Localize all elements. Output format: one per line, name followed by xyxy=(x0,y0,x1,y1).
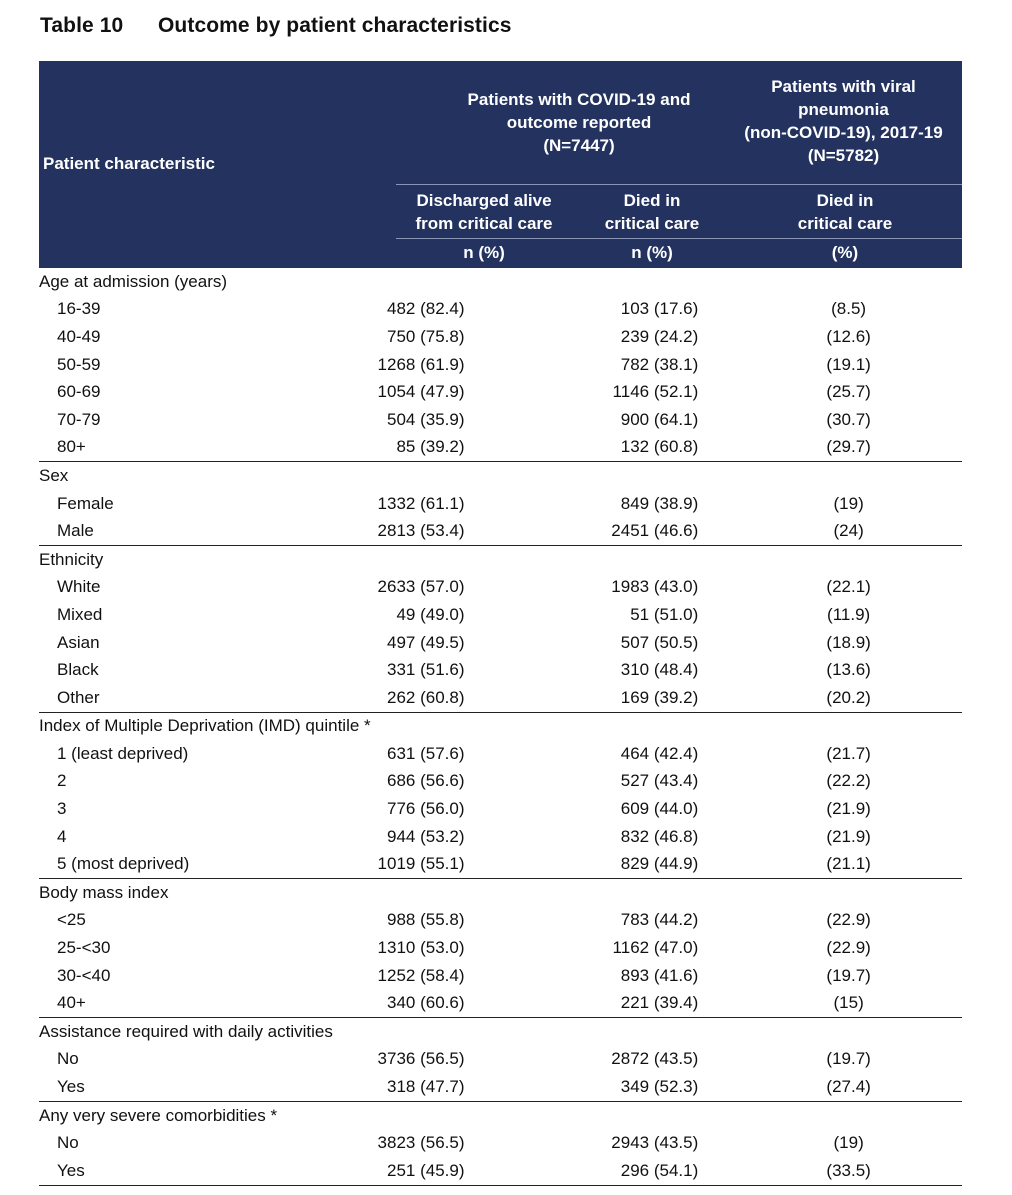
discharged-alive-cell xyxy=(270,934,501,962)
discharged-alive-cell xyxy=(270,989,501,1017)
died-viral-cell xyxy=(731,934,962,962)
died-viral-cell xyxy=(731,823,962,851)
row-label: 50-59 xyxy=(57,354,101,374)
died-viral-cell xyxy=(731,684,962,712)
died-covid-cell-value: 221 (39.4) xyxy=(620,993,699,1013)
died-covid-cell-value: 51 (51.0) xyxy=(630,604,699,624)
discharged-alive-cell xyxy=(270,296,501,324)
discharged-alive-cell-value: 482 (82.4) xyxy=(387,299,465,319)
discharged-alive-cell xyxy=(270,629,501,657)
row-label: 40-49 xyxy=(57,326,101,346)
died-viral-cell xyxy=(731,768,962,796)
table-row xyxy=(39,962,962,990)
died-viral-cell xyxy=(731,490,962,518)
discharged-alive-cell xyxy=(270,601,501,629)
table-row xyxy=(39,323,962,351)
discharged-alive-cell-value: 3736 (56.5) xyxy=(377,1049,465,1069)
discharged-alive-cell-value: 262 (60.8) xyxy=(387,687,465,707)
group-header-row xyxy=(39,268,962,296)
row-label: 1 (least deprived) xyxy=(57,743,189,763)
row-label: 60-69 xyxy=(57,382,101,402)
died-viral-cell-value: (25.7) xyxy=(826,382,871,402)
died-covid-cell xyxy=(501,1073,732,1101)
discharged-alive-cell xyxy=(270,490,501,518)
discharged-alive-cell-value: 85 (39.2) xyxy=(396,437,465,457)
row-label: 3 xyxy=(57,799,67,819)
group-label: Sex xyxy=(39,465,69,485)
died-viral-cell-value: (21.7) xyxy=(826,743,871,763)
group-header-row xyxy=(39,545,962,573)
row-label: Other xyxy=(39,684,270,712)
died-covid-cell xyxy=(501,434,732,462)
died-viral-cell xyxy=(731,656,962,684)
died-covid-cell xyxy=(501,323,732,351)
died-viral-cell xyxy=(731,323,962,351)
table-row xyxy=(39,351,962,379)
died-viral-cell xyxy=(731,434,962,462)
discharged-alive-cell xyxy=(270,574,501,602)
discharged-alive-cell-value: 686 (56.6) xyxy=(387,771,465,791)
group-header-row xyxy=(39,1101,962,1129)
header-unit-2: n (%) xyxy=(631,243,673,262)
died-covid-cell-value: 103 (17.6) xyxy=(620,299,699,319)
discharged-alive-cell xyxy=(270,656,501,684)
discharged-alive-cell-value: 631 (57.6) xyxy=(387,743,465,763)
header-covid-group: Patients with COVID-19 and outcome reported (N=7447) xyxy=(467,90,691,155)
died-viral-cell-value: (19) xyxy=(833,1133,864,1153)
died-covid-cell xyxy=(501,1046,732,1074)
died-covid-cell-value: 832 (46.8) xyxy=(620,826,699,846)
died-covid-cell xyxy=(501,740,732,768)
discharged-alive-cell xyxy=(270,907,501,935)
discharged-alive-cell xyxy=(270,1129,501,1157)
died-viral-cell-value: (30.7) xyxy=(826,409,871,429)
died-covid-cell-value: 1162 (47.0) xyxy=(612,938,699,958)
discharged-alive-cell-value: 750 (75.8) xyxy=(387,326,465,346)
header-col-died-covid: Died in critical care xyxy=(604,191,700,233)
table-row xyxy=(39,574,962,602)
row-label: Yes xyxy=(39,1157,270,1185)
died-viral-cell-value: (33.5) xyxy=(826,1160,871,1180)
died-viral-cell-value: (19) xyxy=(833,493,864,513)
died-covid-cell-value: 169 (39.2) xyxy=(620,687,699,707)
discharged-alive-cell-value: 331 (51.6) xyxy=(387,660,465,680)
died-viral-cell xyxy=(731,629,962,657)
died-covid-cell xyxy=(501,907,732,935)
died-covid-cell-value: 2451 (46.6) xyxy=(611,521,699,541)
group-header-row xyxy=(39,462,962,490)
table-row xyxy=(39,740,962,768)
discharged-alive-cell xyxy=(270,517,501,545)
died-viral-cell-value: (21.1) xyxy=(826,854,871,874)
table-number: Table 10 xyxy=(40,14,124,37)
discharged-alive-cell xyxy=(270,962,501,990)
died-covid-cell xyxy=(501,406,732,434)
row-label: Asian xyxy=(57,632,100,652)
died-viral-cell-value: (19.1) xyxy=(826,354,871,374)
died-viral-cell xyxy=(731,296,962,324)
table-row xyxy=(39,823,962,851)
died-covid-cell-value: 527 (43.4) xyxy=(620,771,699,791)
discharged-alive-cell xyxy=(270,823,501,851)
died-viral-cell xyxy=(731,740,962,768)
discharged-alive-cell-value: 318 (47.7) xyxy=(387,1077,465,1097)
died-covid-cell xyxy=(501,934,732,962)
died-viral-cell xyxy=(731,574,962,602)
died-viral-cell xyxy=(731,601,962,629)
died-viral-cell xyxy=(731,1046,962,1074)
died-viral-cell-value: (29.7) xyxy=(826,437,871,457)
group-header-row xyxy=(39,879,962,907)
row-label: 16-39 xyxy=(57,299,101,319)
died-covid-cell xyxy=(501,378,732,406)
table-row xyxy=(39,850,962,878)
header-viral-group: Patients with viral pneumonia (non-COVID-19), 2017-19 (N=5782) xyxy=(744,77,943,165)
table-row xyxy=(39,768,962,796)
table-row xyxy=(39,406,962,434)
table-row xyxy=(39,795,962,823)
died-viral-cell-value: (27.4) xyxy=(826,1077,871,1097)
row-label: Male xyxy=(39,517,270,545)
died-viral-cell-value: (22.9) xyxy=(826,938,871,958)
died-viral-cell-value: (11.9) xyxy=(827,604,871,624)
died-viral-cell xyxy=(731,1129,962,1157)
table-row xyxy=(39,490,962,518)
died-viral-cell-value: (21.9) xyxy=(826,799,871,819)
row-label: 80+ xyxy=(39,434,270,462)
header-col-died-viral: Died in critical care xyxy=(797,191,893,233)
row-label: 40+ xyxy=(39,989,270,1017)
died-viral-cell xyxy=(731,406,962,434)
discharged-alive-cell xyxy=(270,850,501,878)
group-header-row xyxy=(39,712,962,740)
died-viral-cell-value: (18.9) xyxy=(826,632,871,652)
table-row xyxy=(39,1129,962,1157)
discharged-alive-cell-value: 504 (35.9) xyxy=(387,409,465,429)
died-viral-cell-value: (20.2) xyxy=(826,687,871,707)
discharged-alive-cell-value: 49 (49.0) xyxy=(396,604,465,624)
died-covid-cell-value: 2872 (43.5) xyxy=(611,1049,699,1069)
row-label: No xyxy=(57,1133,79,1153)
header-divider-units xyxy=(396,238,962,239)
died-covid-cell xyxy=(501,601,732,629)
died-covid-cell-value: 310 (48.4) xyxy=(620,660,699,680)
discharged-alive-cell-value: 1268 (61.9) xyxy=(377,354,465,374)
table-caption: Outcome by patient characteristics xyxy=(158,14,512,37)
row-label: White xyxy=(57,577,101,597)
row-label: 2 xyxy=(57,771,67,791)
died-covid-cell-value: 239 (24.2) xyxy=(620,326,699,346)
discharged-alive-cell-value: 340 (60.6) xyxy=(387,993,465,1013)
discharged-alive-cell xyxy=(270,795,501,823)
died-covid-cell-value: 132 (60.8) xyxy=(620,437,699,457)
table-header xyxy=(39,61,962,268)
table-row xyxy=(39,296,962,324)
discharged-alive-cell-value: 1310 (53.0) xyxy=(377,938,465,958)
row-label: 70-79 xyxy=(57,409,101,429)
discharged-alive-cell xyxy=(270,1073,501,1101)
discharged-alive-cell-value: 988 (55.8) xyxy=(387,910,465,930)
row-label: Female xyxy=(57,493,114,513)
died-covid-cell xyxy=(501,517,732,545)
died-covid-cell xyxy=(501,768,732,796)
died-viral-cell xyxy=(731,989,962,1017)
discharged-alive-cell-value: 776 (56.0) xyxy=(387,799,465,819)
group-label: Body mass index xyxy=(39,882,169,902)
header-col-discharged: Discharged alive from critical care xyxy=(415,191,553,233)
discharged-alive-cell-value: 944 (53.2) xyxy=(387,826,465,846)
table-row xyxy=(39,601,962,629)
died-covid-cell xyxy=(501,850,732,878)
died-covid-cell-value: 782 (38.1) xyxy=(620,354,699,374)
data-table xyxy=(39,268,962,1186)
died-covid-cell xyxy=(501,490,732,518)
row-label: 30-<40 xyxy=(57,965,111,985)
table-row xyxy=(39,517,962,545)
discharged-alive-cell-value: 2633 (57.0) xyxy=(377,577,465,597)
died-viral-cell xyxy=(731,962,962,990)
header-characteristic: Patient characteristic xyxy=(43,154,215,173)
died-covid-cell xyxy=(501,629,732,657)
discharged-alive-cell xyxy=(270,351,501,379)
table-row xyxy=(39,1073,962,1101)
group-header-row xyxy=(39,1018,962,1046)
row-label: 4 xyxy=(57,826,67,846)
header-unit-1: n (%) xyxy=(463,243,505,262)
died-covid-cell xyxy=(501,684,732,712)
discharged-alive-cell-value: 497 (49.5) xyxy=(387,632,465,652)
died-covid-cell-value: 2943 (43.5) xyxy=(611,1133,699,1153)
discharged-alive-cell xyxy=(270,1157,501,1185)
died-covid-cell-value: 609 (44.0) xyxy=(620,799,699,819)
died-viral-cell-value: (21.9) xyxy=(826,826,871,846)
died-covid-cell-value: 1983 (43.0) xyxy=(611,577,699,597)
died-covid-cell xyxy=(501,823,732,851)
discharged-alive-cell-value: 3823 (56.5) xyxy=(377,1133,465,1153)
discharged-alive-cell-value: 2813 (53.4) xyxy=(377,521,465,541)
discharged-alive-cell xyxy=(270,740,501,768)
discharged-alive-cell xyxy=(270,1046,501,1074)
died-covid-cell-value: 296 (54.1) xyxy=(620,1160,699,1180)
died-viral-cell-value: (8.5) xyxy=(831,299,867,319)
died-covid-cell-value: 464 (42.4) xyxy=(620,743,699,763)
died-viral-cell xyxy=(731,850,962,878)
discharged-alive-cell xyxy=(270,684,501,712)
group-label: Assistance required with daily activities xyxy=(39,1021,333,1041)
table-row xyxy=(39,934,962,962)
died-covid-cell xyxy=(501,795,732,823)
died-viral-cell xyxy=(731,795,962,823)
died-viral-cell xyxy=(731,517,962,545)
table-row xyxy=(39,1046,962,1074)
discharged-alive-cell xyxy=(270,406,501,434)
discharged-alive-cell-value: 1054 (47.9) xyxy=(377,382,465,402)
discharged-alive-cell-value: 1019 (55.1) xyxy=(377,854,465,874)
died-covid-cell xyxy=(501,1129,732,1157)
discharged-alive-cell-value: 1332 (61.1) xyxy=(377,493,465,513)
row-label: <25 xyxy=(57,910,86,930)
row-label: No xyxy=(57,1049,79,1069)
row-label: 5 (most deprived) xyxy=(39,850,270,878)
table-title xyxy=(40,14,512,38)
table-row xyxy=(39,684,962,712)
died-covid-cell xyxy=(501,656,732,684)
died-covid-cell-value: 849 (38.9) xyxy=(620,493,699,513)
died-covid-cell-value: 507 (50.5) xyxy=(620,632,699,652)
header-divider xyxy=(396,184,962,185)
died-viral-cell-value: (13.6) xyxy=(826,660,871,680)
died-viral-cell-value: (12.6) xyxy=(826,326,871,346)
discharged-alive-cell-value: 251 (45.9) xyxy=(387,1160,465,1180)
group-label: Age at admission (years) xyxy=(39,271,228,291)
died-covid-cell xyxy=(501,296,732,324)
died-covid-cell-value: 1146 (52.1) xyxy=(612,382,699,402)
table-row xyxy=(39,629,962,657)
died-covid-cell xyxy=(501,351,732,379)
died-covid-cell xyxy=(501,989,732,1017)
table-row xyxy=(39,434,962,462)
discharged-alive-cell xyxy=(270,434,501,462)
died-covid-cell-value: 349 (52.3) xyxy=(620,1077,699,1097)
died-covid-cell-value: 893 (41.6) xyxy=(620,965,699,985)
died-viral-cell-value: (19.7) xyxy=(826,965,871,985)
died-covid-cell xyxy=(501,962,732,990)
died-viral-cell-value: (15) xyxy=(833,993,864,1013)
died-viral-cell xyxy=(731,1073,962,1101)
group-label: Any very severe comorbidities * xyxy=(39,1105,278,1125)
died-covid-cell-value: 783 (44.2) xyxy=(620,910,699,930)
discharged-alive-cell xyxy=(270,378,501,406)
died-viral-cell-value: (19.7) xyxy=(826,1049,871,1069)
row-label: Black xyxy=(57,660,99,680)
discharged-alive-cell-value: 1252 (58.4) xyxy=(377,965,465,985)
table-row xyxy=(39,656,962,684)
died-viral-cell xyxy=(731,351,962,379)
group-label: Ethnicity xyxy=(39,549,104,569)
died-viral-cell-value: (24) xyxy=(833,521,864,541)
died-covid-cell-value: 900 (64.1) xyxy=(620,409,699,429)
group-label: Index of Multiple Deprivation (IMD) quintile * xyxy=(39,716,371,736)
row-label: Mixed xyxy=(57,604,103,624)
table-row xyxy=(39,989,962,1017)
table-row xyxy=(39,1157,962,1185)
died-viral-cell-value: (22.9) xyxy=(826,910,871,930)
row-label: Yes xyxy=(39,1073,270,1101)
header-unit-3: (%) xyxy=(831,243,859,262)
discharged-alive-cell xyxy=(270,768,501,796)
table-row xyxy=(39,378,962,406)
died-viral-cell xyxy=(731,378,962,406)
died-covid-cell xyxy=(501,574,732,602)
died-covid-cell xyxy=(501,1157,732,1185)
died-viral-cell-value: (22.1) xyxy=(826,577,871,597)
discharged-alive-cell xyxy=(270,323,501,351)
died-viral-cell-value: (22.2) xyxy=(826,771,871,791)
table-row xyxy=(39,907,962,935)
died-covid-cell-value: 829 (44.9) xyxy=(620,854,699,874)
died-viral-cell xyxy=(731,1157,962,1185)
died-viral-cell xyxy=(731,907,962,935)
row-label: 25-<30 xyxy=(57,938,111,958)
